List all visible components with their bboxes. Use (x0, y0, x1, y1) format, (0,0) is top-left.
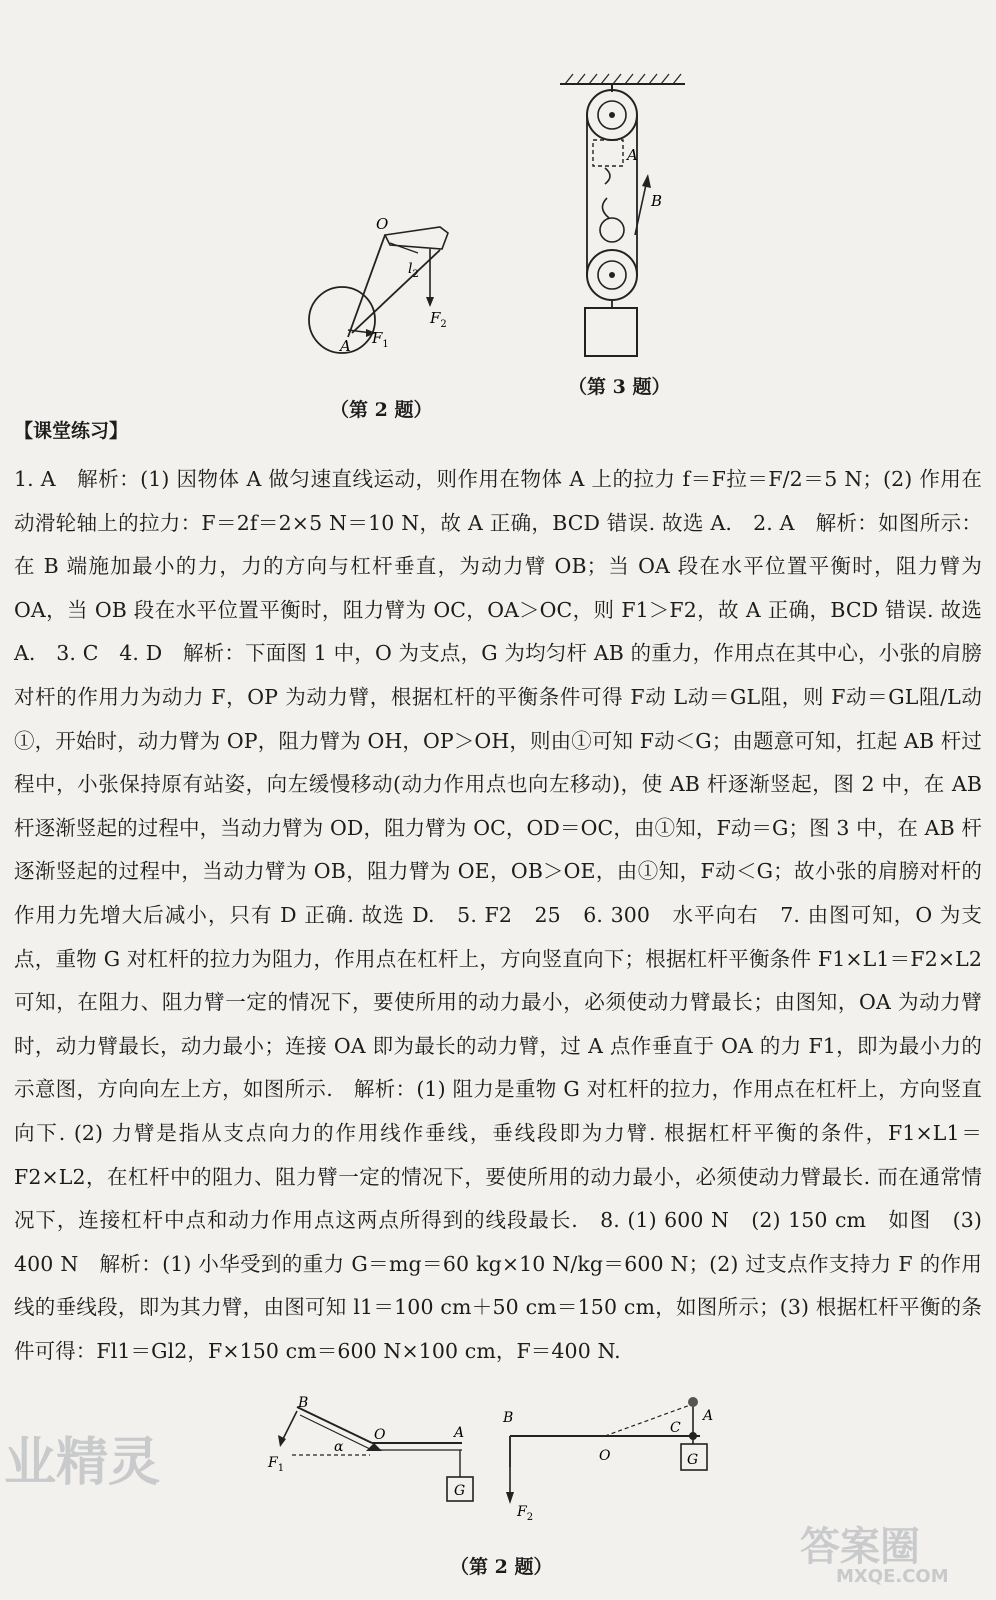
point-c (689, 1432, 697, 1440)
label-o: O (376, 215, 389, 233)
figure-q2-lever-wheel (290, 205, 480, 380)
caption-fig3: （第 3 题） (568, 376, 671, 398)
label-f1: $F_1$ (372, 329, 389, 350)
label-alpha: α (334, 1439, 344, 1455)
label-b: B (651, 192, 663, 210)
ceiling-hatch (565, 74, 681, 84)
figure-bottom-right-lever (495, 1392, 725, 1532)
figure-q3-pulley-system (555, 70, 695, 380)
watermark-url: MXQE.COM (836, 1566, 949, 1587)
lever-bo (297, 1407, 372, 1443)
label-b: B (298, 1395, 309, 1411)
caption-fig2: （第 2 题） (330, 399, 433, 421)
label-g: G (454, 1483, 466, 1499)
fulcrum (366, 1443, 382, 1451)
watermark-right: 答案圈 (800, 1524, 920, 1570)
label-a: A (454, 1425, 465, 1441)
label-f2: $F_2$ (517, 1504, 534, 1523)
label-g: G (687, 1452, 699, 1468)
movable-pulley-small (600, 218, 624, 242)
label-f2: $F_2$ (430, 309, 447, 330)
load-block (585, 308, 637, 356)
label-b: B (503, 1410, 514, 1426)
label-a: A (340, 337, 351, 355)
force-f2-head (426, 297, 434, 307)
label-l2: $l_2$ (408, 261, 419, 280)
force-f2-head (506, 1492, 514, 1504)
lever-line-a (348, 235, 385, 337)
point-a-top (688, 1397, 698, 1407)
answer-text: 1. A 解析：(1) 因物体 A 做匀速直线运动，则作用在物体 A 上的拉力 f＝F拉＝F/2＝5 N；(2) 作用在动滑轮轴上的拉力：F＝2f＝2×5 N＝10 N，故 A 正确，BCD 错误. 故选 A. 2. A 解析：如图所示：在 B 端施加最小的力，力的方向与杠杆垂直，为动力臂 OB；当 OA 段在水平位置平衡时，阻力臂为 OA，当 OB 段在水平位置平衡时，阻力臂为 OC，OA＞OC，则 F1＞F2，故 A 正确，BCD 错误. 故选 A. 3. C 4. D 解析：下面图 1 中，O 为支点，G 为均匀杆 AB 的重力，作用点在其中心，小张的肩膀对杆的作用力为动力 F，OP 为动力臂，根据杠杆的平衡条件可得 F动 L动＝GL阻，则 F动＝GL阻/L动①，开始时，动力臂为 OP，阻力臂为 OH，OP＞OH，则由①可知 F动＜G；由题意可知，扛起 AB 杆过程中，小张保持原有站姿，向左缓慢移动(动力作用点也向左移动)，使 AB 杆逐渐竖起，图 2 中，在 AB 杆逐渐竖起的过程中，当动力臂为 OD，阻力臂为 OC，OD＝OC，由①知，F动＝G；图 3 中，在 AB 杆逐渐竖起的过程中，当动力臂为 OB，阻力臂为 OE，OB＞OE，由①知，F动＜G；故小张的肩膀对杆的作用力先增大后减小，只有 D 正确. 故选 D. 5. F2 25 6. 300 水平向右 7. 由图可知，O 为支点，重物 G 对杠杆的拉力为阻力，作用点在杠杆上，方向竖直向下；根据杠杆平衡条件 F1×L1＝F2×L2 可知，在阻力、阻力臂一定的情况下，要使所用的动力最小，必须使动力臂最长；由图知，OA 为动力臂时，动力臂最长，动力最小；连接 OA 即为最长的动力臂，过 A 点作垂直于 OA 的力 F1，即为最小力的示意图，方向向左上方，如图所示. 解析：(1) 阻力是重物 G 对杠杆的拉力，作用点在杠杆上，方向竖直向下. (2) 力臂是指从支点向力的作用线作垂线，垂线段即为力臂. 根据杠杆平衡的条件，F1×L1＝F2×L2，在杠杆中的阻力、阻力臂一定的情况下，要使所用的动力最小，必须使动力臂最长. 而在通常情况下，连接杠杆中点和动力作用点这两点所得到的线段最长. 8. (1) 600 N (2) 150 cm 如图 (3) 400 N 解析：(1) 小华受到的重力 G＝mg＝60 kg×10 N/kg＝600 N；(2) 过支点作支持力 F 的作用线的垂线段，即为其力臂，由图可知 l1＝100 cm＋50 cm＝150 cm，如图所示；(3) 根据杠杆平衡的条件可得：Fl1＝Gl2，F×150 cm＝600 N×100 cm，F＝400 N. (14, 467, 982, 1363)
label-f1: $F_1$ (268, 1455, 285, 1474)
figure-bottom-left-lever (262, 1395, 482, 1505)
label-o: O (374, 1427, 386, 1443)
answer-paragraph (14, 458, 982, 1373)
force-f1-arrow (282, 1411, 297, 1441)
label-c: C (670, 1420, 681, 1436)
label-o: O (599, 1448, 611, 1464)
lever-handle (385, 227, 448, 249)
arm-l2-line (390, 243, 418, 253)
force-b-head (642, 174, 651, 188)
caption-bottom-fig: （第 2 题） (450, 1556, 553, 1578)
watermark-left: 业精灵 (4, 1433, 161, 1493)
label-a: A (627, 146, 638, 164)
spring-scale-a (593, 140, 623, 166)
label-a: A (703, 1408, 714, 1424)
section-title: 【课堂练习】 (14, 420, 129, 442)
